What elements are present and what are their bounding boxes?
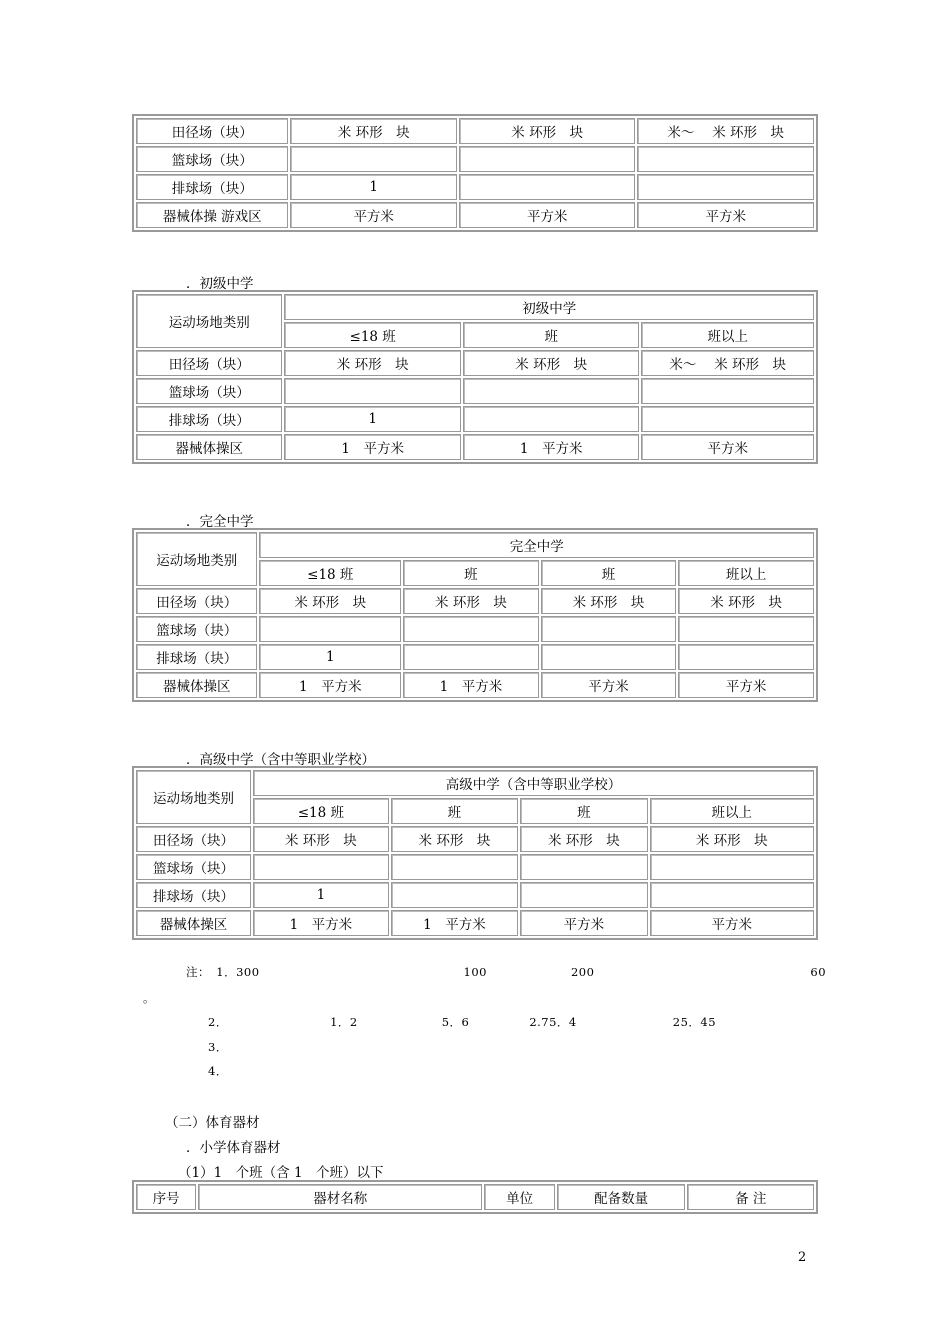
caption-senior: ．高级中学（含中等职业学校） bbox=[186, 752, 375, 768]
table-cell bbox=[637, 146, 814, 172]
table-cell bbox=[637, 174, 814, 200]
subheader: 班 bbox=[463, 322, 640, 348]
equip-header-name: 器材名称 bbox=[198, 1184, 482, 1210]
row-label: 篮球场（块） bbox=[136, 146, 288, 172]
row-label: 排球场（块） bbox=[136, 174, 288, 200]
row-label: 田径场（块） bbox=[136, 118, 288, 144]
table-cell bbox=[650, 882, 814, 908]
group-header: 完全中学 bbox=[259, 532, 814, 558]
table-cell: 1 平方米 bbox=[259, 672, 401, 698]
table-cell bbox=[459, 146, 636, 172]
table-senior-high-school bbox=[132, 766, 818, 940]
table-row bbox=[136, 378, 814, 404]
row-label: 排球场（块） bbox=[136, 882, 251, 908]
subheader: 班以上 bbox=[641, 322, 814, 348]
table-cell bbox=[463, 378, 640, 404]
table-row bbox=[136, 854, 814, 880]
table-cell: 米 环形 块 bbox=[541, 588, 677, 614]
row-label: 排球场（块） bbox=[136, 406, 282, 432]
table-cell: 米 环形 块 bbox=[403, 588, 539, 614]
row-label: 田径场（块） bbox=[136, 588, 257, 614]
table-junior-middle-school bbox=[132, 290, 818, 464]
subheader: 班 bbox=[391, 798, 518, 824]
table-row bbox=[136, 588, 814, 614]
table-cell: 1 bbox=[259, 644, 401, 670]
table-cell bbox=[284, 378, 461, 404]
table-row bbox=[136, 644, 814, 670]
table-cell: 1 bbox=[284, 406, 461, 432]
table-cell bbox=[463, 406, 640, 432]
subheader: 班 bbox=[541, 560, 677, 586]
item-heading: （1）1 个班（含 1 个班）以下 bbox=[178, 1165, 384, 1181]
note-line-1b: 。 bbox=[143, 991, 155, 1005]
table-row bbox=[136, 350, 814, 376]
table-cell bbox=[541, 644, 677, 670]
table-cell: 米 环形 块 bbox=[284, 350, 461, 376]
table-cell: 平方米 bbox=[520, 910, 647, 936]
row-label: 田径场（块） bbox=[136, 350, 282, 376]
table-cell: 米 环形 块 bbox=[520, 826, 647, 852]
equip-header-unit: 单位 bbox=[484, 1184, 555, 1210]
table-cell bbox=[650, 854, 814, 880]
table-cell: 1 平方米 bbox=[463, 434, 640, 460]
table-row bbox=[136, 672, 814, 698]
row-label: 器械体操区 bbox=[136, 434, 282, 460]
row-label: 篮球场（块） bbox=[136, 854, 251, 880]
table-equipment bbox=[132, 1180, 818, 1214]
equip-header-remark: 备 注 bbox=[687, 1184, 814, 1210]
table-row bbox=[136, 174, 814, 200]
table-cell: 平方米 bbox=[290, 202, 456, 228]
equip-header-qty: 配备数量 bbox=[557, 1184, 686, 1210]
table-cell bbox=[520, 882, 647, 908]
table-cell bbox=[678, 644, 814, 670]
table-cell bbox=[290, 146, 456, 172]
table-cell bbox=[403, 644, 539, 670]
table-cell bbox=[259, 616, 401, 642]
table-primary-continued bbox=[132, 114, 818, 232]
section-heading: （二）体育器材 bbox=[165, 1115, 260, 1131]
subsection-heading: ．小学体育器材 bbox=[186, 1140, 281, 1156]
group-header: 高级中学（含中等职业学校） bbox=[253, 770, 814, 796]
table-cell: 1 平方米 bbox=[253, 910, 389, 936]
table-cell bbox=[541, 616, 677, 642]
row-label: 篮球场（块） bbox=[136, 378, 282, 404]
table-cell: 米 环形 块 bbox=[259, 588, 401, 614]
table-row bbox=[136, 146, 814, 172]
table-cell bbox=[391, 854, 518, 880]
subheader: ≤18 班 bbox=[259, 560, 401, 586]
table-row bbox=[136, 406, 814, 432]
category-header: 运动场地类别 bbox=[136, 294, 282, 348]
table-cell: 平方米 bbox=[641, 434, 814, 460]
table-cell: 米～ 米 环形 块 bbox=[641, 350, 814, 376]
table-cell bbox=[520, 854, 647, 880]
table-cell: 米 环形 块 bbox=[391, 826, 518, 852]
category-header: 运动场地类别 bbox=[136, 770, 251, 824]
row-label: 器械体操 游戏区 bbox=[136, 202, 288, 228]
table-cell: 米 环形 块 bbox=[650, 826, 814, 852]
table-cell: 平方米 bbox=[678, 672, 814, 698]
row-label: 器械体操区 bbox=[136, 910, 251, 936]
table-cell bbox=[459, 174, 636, 200]
table-cell: 1 bbox=[253, 882, 389, 908]
row-label: 排球场（块） bbox=[136, 644, 257, 670]
caption-complete: ．完全中学 bbox=[186, 514, 254, 530]
table-cell: 米 环形 块 bbox=[290, 118, 456, 144]
caption-junior: ．初级中学 bbox=[186, 276, 254, 292]
table-cell: 平方米 bbox=[541, 672, 677, 698]
table-cell bbox=[253, 854, 389, 880]
subheader: 班以上 bbox=[678, 560, 814, 586]
page-number: 2 bbox=[798, 1250, 807, 1265]
table-row bbox=[136, 826, 814, 852]
subheader: ≤18 班 bbox=[253, 798, 389, 824]
table-cell bbox=[641, 406, 814, 432]
table-cell bbox=[403, 616, 539, 642]
table-cell: 米 环形 块 bbox=[678, 588, 814, 614]
table-row bbox=[136, 118, 814, 144]
subheader: 班 bbox=[403, 560, 539, 586]
table-row bbox=[136, 434, 814, 460]
table-row bbox=[136, 616, 814, 642]
note-line-2: 2． 1．2 5．6 2.75．4 25．45 bbox=[208, 1015, 717, 1029]
subheader: ≤18 班 bbox=[284, 322, 461, 348]
row-label: 篮球场（块） bbox=[136, 616, 257, 642]
table-row bbox=[136, 202, 814, 228]
table-complete-middle-school bbox=[132, 528, 818, 702]
table-cell: 1 bbox=[290, 174, 456, 200]
table-cell: 米～ 米 环形 块 bbox=[637, 118, 814, 144]
table-cell: 米 环形 块 bbox=[463, 350, 640, 376]
table-cell bbox=[391, 882, 518, 908]
row-label: 田径场（块） bbox=[136, 826, 251, 852]
table-row bbox=[136, 910, 814, 936]
table-cell: 平方米 bbox=[459, 202, 636, 228]
table-cell: 平方米 bbox=[637, 202, 814, 228]
table-cell: 米 环形 块 bbox=[253, 826, 389, 852]
group-header: 初级中学 bbox=[284, 294, 814, 320]
table-cell: 1 平方米 bbox=[284, 434, 461, 460]
table-cell: 米 环形 块 bbox=[459, 118, 636, 144]
table-cell bbox=[641, 378, 814, 404]
row-label: 器械体操区 bbox=[136, 672, 257, 698]
note-line-4: 4． bbox=[208, 1064, 228, 1078]
category-header: 运动场地类别 bbox=[136, 532, 257, 586]
table-row bbox=[136, 882, 814, 908]
table-cell: 1 平方米 bbox=[403, 672, 539, 698]
subheader: 班 bbox=[520, 798, 647, 824]
note-line-1: 注： 1．300 100 200 60 bbox=[186, 965, 827, 979]
subheader: 班以上 bbox=[650, 798, 814, 824]
equip-header-index: 序号 bbox=[136, 1184, 196, 1210]
table-cell bbox=[678, 616, 814, 642]
table-cell: 平方米 bbox=[650, 910, 814, 936]
table-cell: 1 平方米 bbox=[391, 910, 518, 936]
note-line-3: 3． bbox=[208, 1040, 228, 1054]
